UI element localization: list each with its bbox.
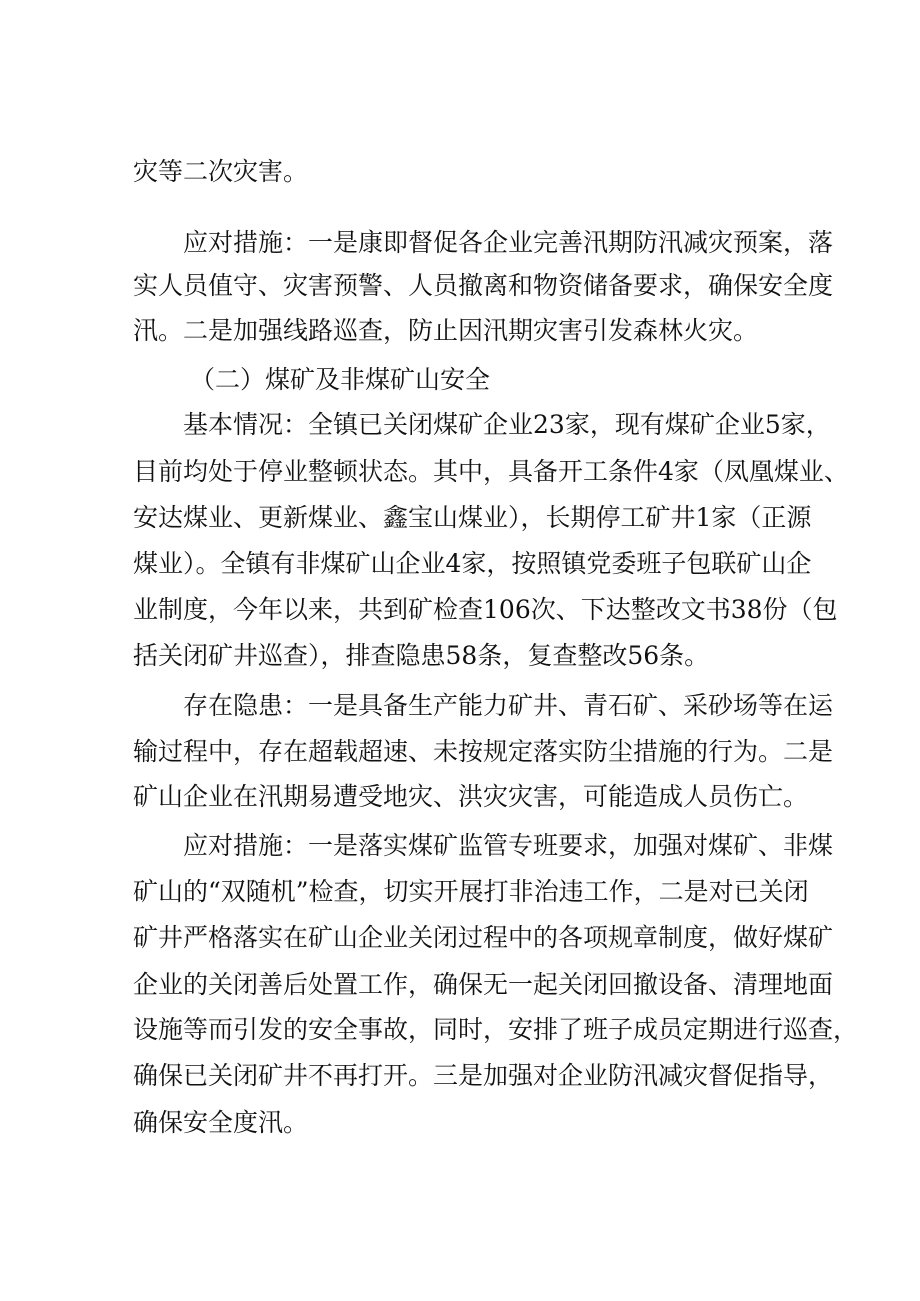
text-line: 矿山企业在汛期易遭受地灾、洪灾灾害，可能造成人员伤亡。 [133, 782, 809, 811]
text-line: 灾等二次灾害。 [133, 157, 309, 186]
text-line: 矿山的“双随机”检查，切实开展打非治违工作，二是对已关闭 [133, 877, 809, 906]
text-line: 确保安全度汛。 [133, 1108, 309, 1137]
text-line: 应对措施：一是康即督促各企业完善汛期防汛减灾预案，落 [183, 228, 834, 257]
text-line: 目前均处于停业整顿状态。其中，具备开工条件4家（凤凰煤业、 [133, 457, 849, 486]
text-line: 输过程中，存在超载超速、未按规定落实防尘措施的行为。二是 [133, 737, 834, 766]
text-line: 基本情况：全镇已关闭煤矿企业23家，现有煤矿企业5家， [183, 410, 831, 439]
text-line: 煤业）。全镇有非煤矿山企业4家，按照镇党委班子包联矿山企 [133, 549, 812, 578]
text-line: 括关闭矿井巡查），排查隐患58条，复查整改56条。 [133, 641, 710, 670]
text-line: 设施等而引发的安全事故，同时，安排了班子成员定期进行巡查， [133, 1015, 859, 1044]
text-line: 汛。二是加强线路巡查，防止因汛期灾害引发森林火灾。 [133, 316, 759, 345]
section-heading: （二）煤矿及非煤矿山安全 [190, 365, 491, 394]
text-line: 企业的关闭善后处置工作，确保无一起关闭回撤设备、清理地面 [133, 970, 834, 999]
text-line: 矿井严格落实在矿山企业关闭过程中的各项规章制度，做好煤矿 [133, 923, 834, 952]
text-line: 应对措施：一是落实煤矿监管专班要求，加强对煤矿、非煤 [183, 831, 834, 860]
text-line: 存在隐患：一是具备生产能力矿井、青石矿、采砂场等在运 [183, 691, 834, 720]
text-line: 业制度，今年以来，共到矿检查106次、下达整改文书38份（包 [133, 595, 838, 624]
text-line: 安达煤业、更新煤业、鑫宝山煤业），长期停工矿井1家（正源 [133, 503, 812, 532]
text-line: 确保已关闭矿井不再打开。三是加强对企业防汛减灾督促指导， [133, 1061, 834, 1090]
text-line: 实人员值守、灾害预警、人员撤离和物资储备要求，确保安全度 [133, 271, 834, 300]
